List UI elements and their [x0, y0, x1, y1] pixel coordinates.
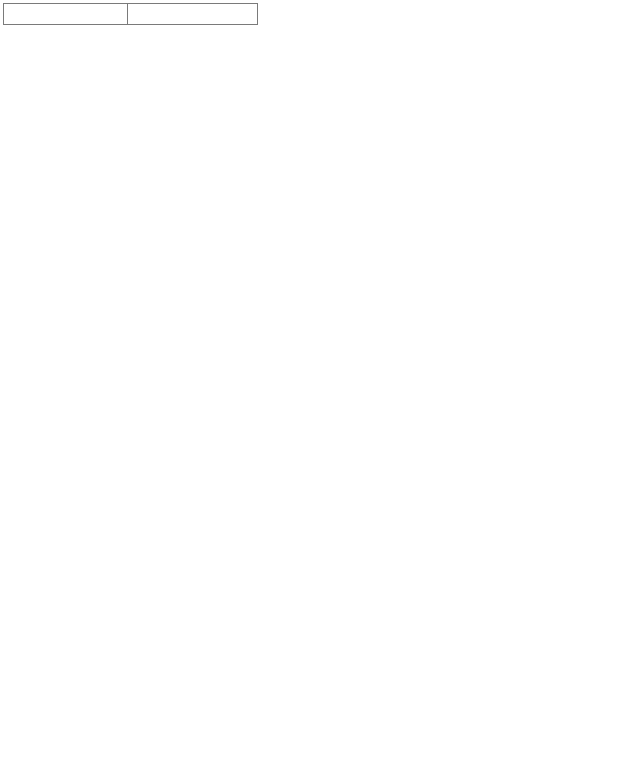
header-cell-1: [128, 3, 258, 25]
header-cell-0: [3, 3, 128, 25]
